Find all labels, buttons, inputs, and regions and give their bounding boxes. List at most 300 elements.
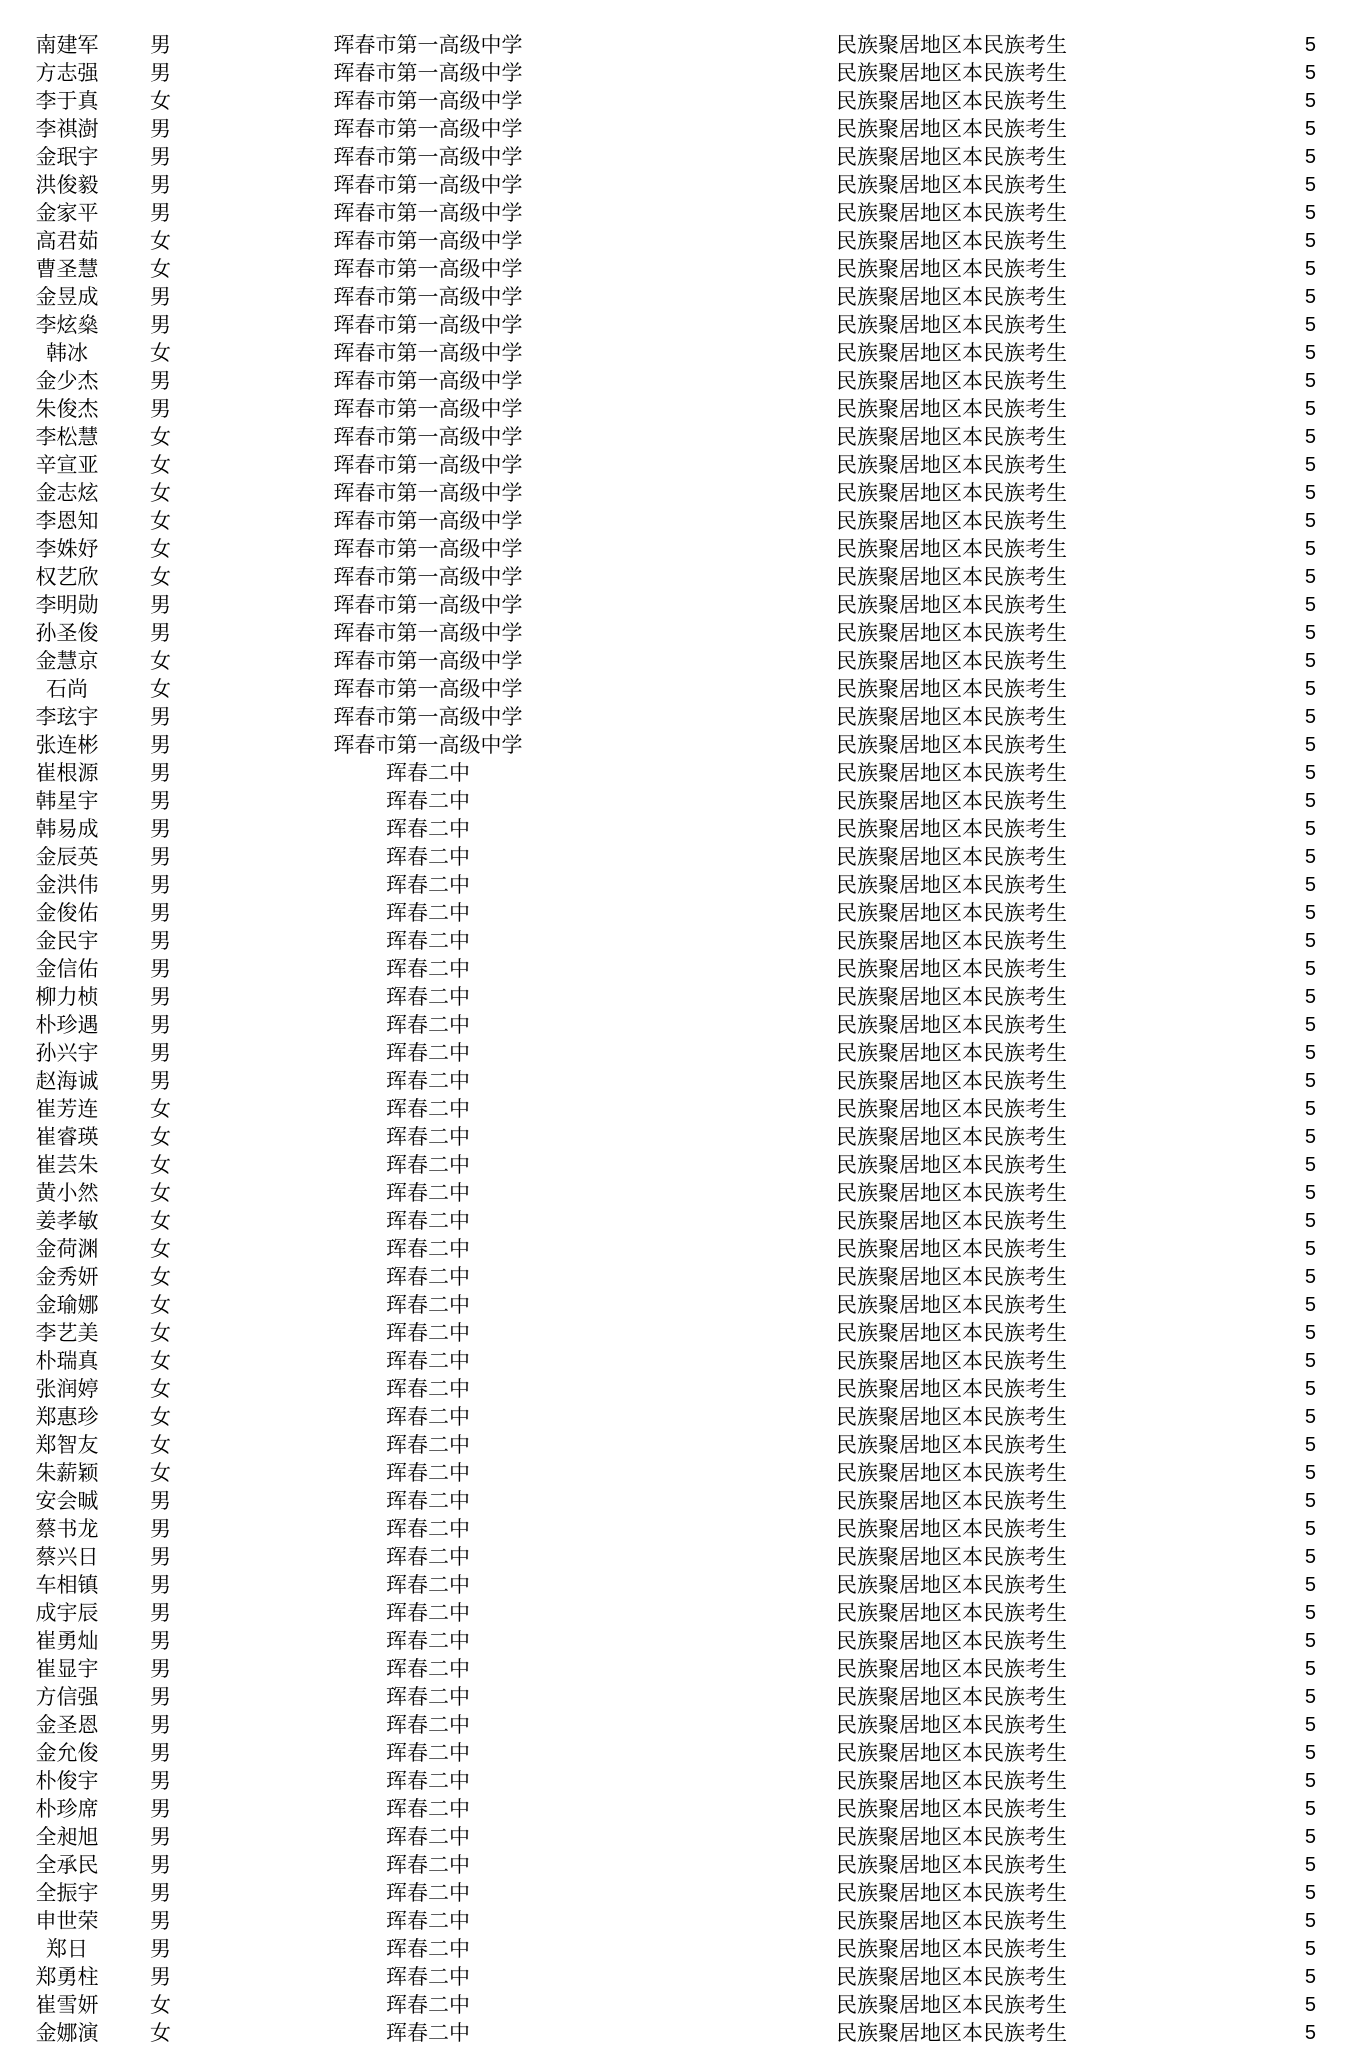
- bonus-points: 5: [1304, 1378, 1316, 1400]
- applicant-category: 民族聚居地区本民族考生: [836, 1153, 1067, 1177]
- table-row: [0, 1627, 1367, 1655]
- table-row: [0, 1711, 1367, 1739]
- student-gender: 男: [150, 1657, 171, 1681]
- table-row: [0, 563, 1367, 591]
- table-row: [0, 227, 1367, 255]
- bonus-points: 5: [1304, 930, 1316, 952]
- bonus-points: 5: [1304, 146, 1316, 168]
- applicant-category: 民族聚居地区本民族考生: [836, 1237, 1067, 1261]
- student-gender: 女: [150, 1153, 171, 1177]
- bonus-points: 5: [1304, 1126, 1316, 1148]
- applicant-category: 民族聚居地区本民族考生: [836, 257, 1067, 281]
- school-name: 珲春二中: [386, 1069, 470, 1093]
- bonus-points: 5: [1304, 1686, 1316, 1708]
- table-row: [0, 1851, 1367, 1879]
- applicant-category: 民族聚居地区本民族考生: [836, 1937, 1067, 1961]
- bonus-points: 5: [1304, 1770, 1316, 1792]
- student-gender: 女: [150, 1097, 171, 1121]
- student-name: 赵海诚: [35, 1069, 99, 1093]
- student-name: 韩易成: [35, 817, 99, 841]
- table-row: [0, 731, 1367, 759]
- table-row: [0, 311, 1367, 339]
- student-gender: 女: [150, 1405, 171, 1429]
- applicant-category: 民族聚居地区本民族考生: [836, 453, 1067, 477]
- applicant-category: 民族聚居地区本民族考生: [836, 61, 1067, 85]
- student-gender: 男: [150, 593, 171, 617]
- student-gender: 男: [150, 1069, 171, 1093]
- applicant-category: 民族聚居地区本民族考生: [836, 369, 1067, 393]
- school-name: 珲春市第一高级中学: [333, 117, 523, 141]
- school-name: 珲春市第一高级中学: [333, 145, 523, 169]
- table-row: [0, 983, 1367, 1011]
- student-name: 金少杰: [35, 369, 99, 393]
- school-name: 珲春二中: [386, 1461, 470, 1485]
- bonus-points: 5: [1304, 594, 1316, 616]
- bonus-points: 5: [1304, 1014, 1316, 1036]
- bonus-points: 5: [1304, 342, 1316, 364]
- applicant-category: 民族聚居地区本民族考生: [836, 481, 1067, 505]
- bonus-points: 5: [1304, 1434, 1316, 1456]
- table-row: [0, 535, 1367, 563]
- student-gender: 男: [150, 929, 171, 953]
- applicant-category: 民族聚居地区本民族考生: [836, 1853, 1067, 1877]
- table-row: [0, 1067, 1367, 1095]
- student-name: 黄小然: [35, 1181, 99, 1205]
- applicant-category: 民族聚居地区本民族考生: [836, 789, 1067, 813]
- student-gender: 女: [150, 2021, 171, 2045]
- student-name: 李姝妤: [35, 537, 99, 561]
- applicant-category: 民族聚居地区本民族考生: [836, 1909, 1067, 1933]
- student-gender: 男: [150, 985, 171, 1009]
- student-name: 金辰英: [35, 845, 99, 869]
- applicant-category: 民族聚居地区本民族考生: [836, 1265, 1067, 1289]
- student-gender: 男: [150, 1937, 171, 1961]
- table-row: [0, 1571, 1367, 1599]
- school-name: 珲春市第一高级中学: [333, 257, 523, 281]
- table-row: [0, 1459, 1367, 1487]
- student-name: 全昶旭: [35, 1825, 99, 1849]
- applicant-category: 民族聚居地区本民族考生: [836, 929, 1067, 953]
- table-row: [0, 675, 1367, 703]
- student-gender: 男: [150, 1713, 171, 1737]
- student-gender: 男: [150, 285, 171, 309]
- student-gender: 男: [150, 1685, 171, 1709]
- student-gender: 女: [150, 1461, 171, 1485]
- student-gender: 女: [150, 453, 171, 477]
- table-row: [0, 59, 1367, 87]
- table-row: [0, 199, 1367, 227]
- school-name: 珲春二中: [386, 1041, 470, 1065]
- student-gender: 男: [150, 397, 171, 421]
- bonus-points: 5: [1304, 510, 1316, 532]
- student-gender: 女: [150, 1349, 171, 1373]
- table-row: [0, 955, 1367, 983]
- student-gender: 男: [150, 621, 171, 645]
- student-gender: 女: [150, 1321, 171, 1345]
- applicant-category: 民族聚居地区本民族考生: [836, 1657, 1067, 1681]
- table-row: [0, 759, 1367, 787]
- student-gender: 女: [150, 481, 171, 505]
- applicant-category: 民族聚居地区本民族考生: [836, 845, 1067, 869]
- applicant-category: 民族聚居地区本民族考生: [836, 1321, 1067, 1345]
- bonus-points: 5: [1304, 1966, 1316, 1988]
- table-row: [0, 255, 1367, 283]
- bonus-points: 5: [1304, 958, 1316, 980]
- applicant-category: 民族聚居地区本民族考生: [836, 313, 1067, 337]
- table-row: [0, 1907, 1367, 1935]
- table-row: [0, 115, 1367, 143]
- bonus-points: 5: [1304, 1574, 1316, 1596]
- school-name: 珲春二中: [386, 1797, 470, 1821]
- student-name: 金娜演: [35, 2021, 99, 2045]
- school-name: 珲春二中: [386, 1545, 470, 1569]
- student-gender: 男: [150, 789, 171, 813]
- bonus-points: 5: [1304, 1098, 1316, 1120]
- student-name: 张连彬: [35, 733, 99, 757]
- student-name: 金瑜娜: [35, 1293, 99, 1317]
- table-row: [0, 1935, 1367, 1963]
- applicant-category: 民族聚居地区本民族考生: [836, 1209, 1067, 1233]
- student-name: 全振宇: [35, 1881, 99, 1905]
- student-name: 金允俊: [35, 1741, 99, 1765]
- school-name: 珲春二中: [386, 901, 470, 925]
- student-name: 孙圣俊: [35, 621, 99, 645]
- student-name: 金家平: [35, 201, 99, 225]
- bonus-points: 5: [1304, 370, 1316, 392]
- student-name: 石尚: [46, 677, 88, 701]
- table-row: [0, 927, 1367, 955]
- bonus-points: 5: [1304, 258, 1316, 280]
- table-row: [0, 395, 1367, 423]
- table-row: [0, 423, 1367, 451]
- table-row: [0, 871, 1367, 899]
- student-name: 李于真: [35, 89, 99, 113]
- applicant-category: 民族聚居地区本民族考生: [836, 1993, 1067, 2017]
- student-name: 成宇辰: [35, 1601, 99, 1625]
- bonus-points: 5: [1304, 1294, 1316, 1316]
- school-name: 珲春二中: [386, 1517, 470, 1541]
- student-name: 金荷渊: [35, 1237, 99, 1261]
- school-name: 珲春二中: [386, 957, 470, 981]
- bonus-points: 5: [1304, 174, 1316, 196]
- applicant-category: 民族聚居地区本民族考生: [836, 1405, 1067, 1429]
- student-gender: 男: [150, 1881, 171, 1905]
- applicant-category: 民族聚居地区本民族考生: [836, 1713, 1067, 1737]
- school-name: 珲春二中: [386, 1769, 470, 1793]
- student-gender: 男: [150, 957, 171, 981]
- student-gender: 男: [150, 117, 171, 141]
- school-name: 珲春二中: [386, 1433, 470, 1457]
- applicant-category: 民族聚居地区本民族考生: [836, 593, 1067, 617]
- student-gender: 男: [150, 1013, 171, 1037]
- applicant-category: 民族聚居地区本民族考生: [836, 425, 1067, 449]
- student-name: 郑日: [46, 1937, 88, 1961]
- school-name: 珲春市第一高级中学: [333, 705, 523, 729]
- applicant-category: 民族聚居地区本民族考生: [836, 705, 1067, 729]
- bonus-points: 5: [1304, 1826, 1316, 1848]
- applicant-category: 民族聚居地区本民族考生: [836, 537, 1067, 561]
- school-name: 珲春市第一高级中学: [333, 509, 523, 533]
- student-name: 朴瑞真: [35, 1349, 99, 1373]
- school-name: 珲春市第一高级中学: [333, 537, 523, 561]
- school-name: 珲春二中: [386, 1489, 470, 1513]
- table-row: [0, 591, 1367, 619]
- student-gender: 男: [150, 1797, 171, 1821]
- student-gender: 女: [150, 1265, 171, 1289]
- applicant-category: 民族聚居地区本民族考生: [836, 1685, 1067, 1709]
- table-row: [0, 1123, 1367, 1151]
- student-name: 金慧京: [35, 649, 99, 673]
- applicant-category: 民族聚居地区本民族考生: [836, 1293, 1067, 1317]
- student-name: 郑智友: [35, 1433, 99, 1457]
- school-name: 珲春市第一高级中学: [333, 425, 523, 449]
- school-name: 珲春二中: [386, 1881, 470, 1905]
- table-row: [0, 1655, 1367, 1683]
- applicant-category: 民族聚居地区本民族考生: [836, 1629, 1067, 1653]
- bonus-points: 5: [1304, 874, 1316, 896]
- table-row: [0, 1375, 1367, 1403]
- bonus-points: 5: [1304, 902, 1316, 924]
- bonus-points: 5: [1304, 398, 1316, 420]
- table-row: [0, 1879, 1367, 1907]
- school-name: 珲春市第一高级中学: [333, 565, 523, 589]
- table-row: [0, 339, 1367, 367]
- student-name: 李炫燊: [35, 313, 99, 337]
- school-name: 珲春二中: [386, 1321, 470, 1345]
- applicant-category: 民族聚居地区本民族考生: [836, 873, 1067, 897]
- bonus-points: 5: [1304, 1938, 1316, 1960]
- student-name: 孙兴宇: [35, 1041, 99, 1065]
- table-row: [0, 2019, 1367, 2047]
- table-row: [0, 1039, 1367, 1067]
- student-name: 蔡兴日: [35, 1545, 99, 1569]
- school-name: 珲春二中: [386, 1965, 470, 1989]
- bonus-points: 5: [1304, 1070, 1316, 1092]
- student-name: 洪俊毅: [35, 173, 99, 197]
- applicant-category: 民族聚居地区本民族考生: [836, 1517, 1067, 1541]
- student-gender: 男: [150, 1517, 171, 1541]
- student-name: 车相镇: [35, 1573, 99, 1597]
- table-row: [0, 507, 1367, 535]
- school-name: 珲春二中: [386, 1853, 470, 1877]
- bonus-points: 5: [1304, 1266, 1316, 1288]
- student-name: 金信佑: [35, 957, 99, 981]
- bonus-points: 5: [1304, 90, 1316, 112]
- bonus-points: 5: [1304, 454, 1316, 476]
- bonus-points: 5: [1304, 1742, 1316, 1764]
- student-name: 李恩知: [35, 509, 99, 533]
- applicant-category: 民族聚居地区本民族考生: [836, 1349, 1067, 1373]
- table-row: [0, 87, 1367, 115]
- school-name: 珲春市第一高级中学: [333, 201, 523, 225]
- school-name: 珲春二中: [386, 1293, 470, 1317]
- applicant-category: 民族聚居地区本民族考生: [836, 677, 1067, 701]
- student-name: 李明勋: [35, 593, 99, 617]
- applicant-category: 民族聚居地区本民族考生: [836, 1489, 1067, 1513]
- table-row: [0, 1795, 1367, 1823]
- school-name: 珲春二中: [386, 1237, 470, 1261]
- bonus-points: 5: [1304, 1462, 1316, 1484]
- applicant-category: 民族聚居地区本民族考生: [836, 1881, 1067, 1905]
- bonus-points: 5: [1304, 314, 1316, 336]
- applicant-category: 民族聚居地区本民族考生: [836, 901, 1067, 925]
- student-name: 张润婷: [35, 1377, 99, 1401]
- student-name: 朱俊杰: [35, 397, 99, 421]
- school-name: 珲春市第一高级中学: [333, 649, 523, 673]
- applicant-category: 民族聚居地区本民族考生: [836, 565, 1067, 589]
- applicant-category: 民族聚居地区本民族考生: [836, 2021, 1067, 2045]
- table-row: [0, 619, 1367, 647]
- student-name: 高君茹: [35, 229, 99, 253]
- student-name: 崔勇灿: [35, 1629, 99, 1653]
- bonus-points: 5: [1304, 202, 1316, 224]
- table-row: [0, 1599, 1367, 1627]
- table-row: [0, 1823, 1367, 1851]
- school-name: 珲春市第一高级中学: [333, 593, 523, 617]
- table-row: [0, 1543, 1367, 1571]
- applicant-category: 民族聚居地区本民族考生: [836, 733, 1067, 757]
- school-name: 珲春二中: [386, 1909, 470, 1933]
- student-name: 李祺澍: [35, 117, 99, 141]
- student-name: 安会晠: [35, 1489, 99, 1513]
- bonus-points: 5: [1304, 538, 1316, 560]
- student-gender: 女: [150, 1377, 171, 1401]
- applicant-category: 民族聚居地区本民族考生: [836, 1825, 1067, 1849]
- table-row: [0, 1207, 1367, 1235]
- student-gender: 女: [150, 565, 171, 589]
- bonus-points: 5: [1304, 1714, 1316, 1736]
- table-row: [0, 451, 1367, 479]
- student-gender: 女: [150, 1433, 171, 1457]
- school-name: 珲春市第一高级中学: [333, 677, 523, 701]
- student-gender: 男: [150, 705, 171, 729]
- student-name: 方志强: [35, 61, 99, 85]
- table-row: [0, 1991, 1367, 2019]
- table-row: [0, 787, 1367, 815]
- table-row: [0, 1683, 1367, 1711]
- table-row: [0, 1347, 1367, 1375]
- student-gender: 男: [150, 1629, 171, 1653]
- applicant-category: 民族聚居地区本民族考生: [836, 1965, 1067, 1989]
- student-name: 崔芸朱: [35, 1153, 99, 1177]
- student-gender: 男: [150, 1041, 171, 1065]
- bonus-points: 5: [1304, 1518, 1316, 1540]
- applicant-category: 民族聚居地区本民族考生: [836, 145, 1067, 169]
- school-name: 珲春二中: [386, 1713, 470, 1737]
- student-name: 金秀妍: [35, 1265, 99, 1289]
- bonus-points: 5: [1304, 1406, 1316, 1428]
- student-name: 崔芳连: [35, 1097, 99, 1121]
- student-name: 南建军: [35, 33, 99, 57]
- student-gender: 男: [150, 1545, 171, 1569]
- applicant-category: 民族聚居地区本民族考生: [836, 33, 1067, 57]
- student-gender: 男: [150, 173, 171, 197]
- table-row: [0, 1291, 1367, 1319]
- school-name: 珲春市第一高级中学: [333, 453, 523, 477]
- bonus-points: 5: [1304, 1882, 1316, 1904]
- table-row: [0, 1011, 1367, 1039]
- student-name: 权艺欣: [35, 565, 99, 589]
- student-name: 崔根源: [35, 761, 99, 785]
- school-name: 珲春二中: [386, 761, 470, 785]
- applicant-category: 民族聚居地区本民族考生: [836, 1125, 1067, 1149]
- student-name: 朴珍遇: [35, 1013, 99, 1037]
- student-gender: 男: [150, 1909, 171, 1933]
- student-name: 韩冰: [46, 341, 88, 365]
- bonus-points: 5: [1304, 762, 1316, 784]
- table-row: [0, 31, 1367, 59]
- applicant-category: 民族聚居地区本民族考生: [836, 285, 1067, 309]
- school-name: 珲春二中: [386, 1685, 470, 1709]
- bonus-points: 5: [1304, 1910, 1316, 1932]
- student-gender: 男: [150, 845, 171, 869]
- school-name: 珲春市第一高级中学: [333, 173, 523, 197]
- student-name: 柳力桢: [35, 985, 99, 1009]
- student-gender: 女: [150, 89, 171, 113]
- student-name: 朱薪颖: [35, 1461, 99, 1485]
- bonus-points: 5: [1304, 286, 1316, 308]
- student-gender: 男: [150, 1853, 171, 1877]
- bonus-points: 5: [1304, 622, 1316, 644]
- student-name: 辛宣亚: [35, 453, 99, 477]
- school-name: 珲春二中: [386, 1601, 470, 1625]
- student-gender: 男: [150, 1769, 171, 1793]
- table-row: [0, 703, 1367, 731]
- school-name: 珲春二中: [386, 1013, 470, 1037]
- bonus-points: 5: [1304, 1602, 1316, 1624]
- bonus-points: 5: [1304, 1630, 1316, 1652]
- school-name: 珲春市第一高级中学: [333, 397, 523, 421]
- table-row: [0, 479, 1367, 507]
- applicant-category: 民族聚居地区本民族考生: [836, 201, 1067, 225]
- school-name: 珲春二中: [386, 1993, 470, 2017]
- school-name: 珲春市第一高级中学: [333, 61, 523, 85]
- school-name: 珲春二中: [386, 1937, 470, 1961]
- school-name: 珲春市第一高级中学: [333, 621, 523, 645]
- school-name: 珲春二中: [386, 1181, 470, 1205]
- table-row: [0, 1515, 1367, 1543]
- student-gender: 男: [150, 1489, 171, 1513]
- school-name: 珲春市第一高级中学: [333, 229, 523, 253]
- student-gender: 女: [150, 1993, 171, 2017]
- student-name: 金珉宇: [35, 145, 99, 169]
- bonus-points: 5: [1304, 34, 1316, 56]
- bonus-points: 5: [1304, 706, 1316, 728]
- table-row: [0, 1963, 1367, 1991]
- bonus-points: 5: [1304, 1854, 1316, 1876]
- student-gender: 女: [150, 677, 171, 701]
- student-name: 郑勇柱: [35, 1965, 99, 1989]
- table-row: [0, 1487, 1367, 1515]
- student-gender: 女: [150, 1237, 171, 1261]
- applicant-category: 民族聚居地区本民族考生: [836, 761, 1067, 785]
- applicant-category: 民族聚居地区本民族考生: [836, 1069, 1067, 1093]
- table-row: [0, 1095, 1367, 1123]
- student-gender: 男: [150, 817, 171, 841]
- student-name: 金昱成: [35, 285, 99, 309]
- applicant-category: 民族聚居地区本民族考生: [836, 89, 1067, 113]
- applicant-category: 民族聚居地区本民族考生: [836, 1377, 1067, 1401]
- bonus-points: 5: [1304, 1994, 1316, 2016]
- student-gender: 男: [150, 61, 171, 85]
- bonus-points: 5: [1304, 426, 1316, 448]
- student-gender: 男: [150, 1965, 171, 1989]
- student-name: 朴俊宇: [35, 1769, 99, 1793]
- table-row: [0, 1179, 1367, 1207]
- bonus-points: 5: [1304, 790, 1316, 812]
- school-name: 珲春市第一高级中学: [333, 313, 523, 337]
- school-name: 珲春市第一高级中学: [333, 89, 523, 113]
